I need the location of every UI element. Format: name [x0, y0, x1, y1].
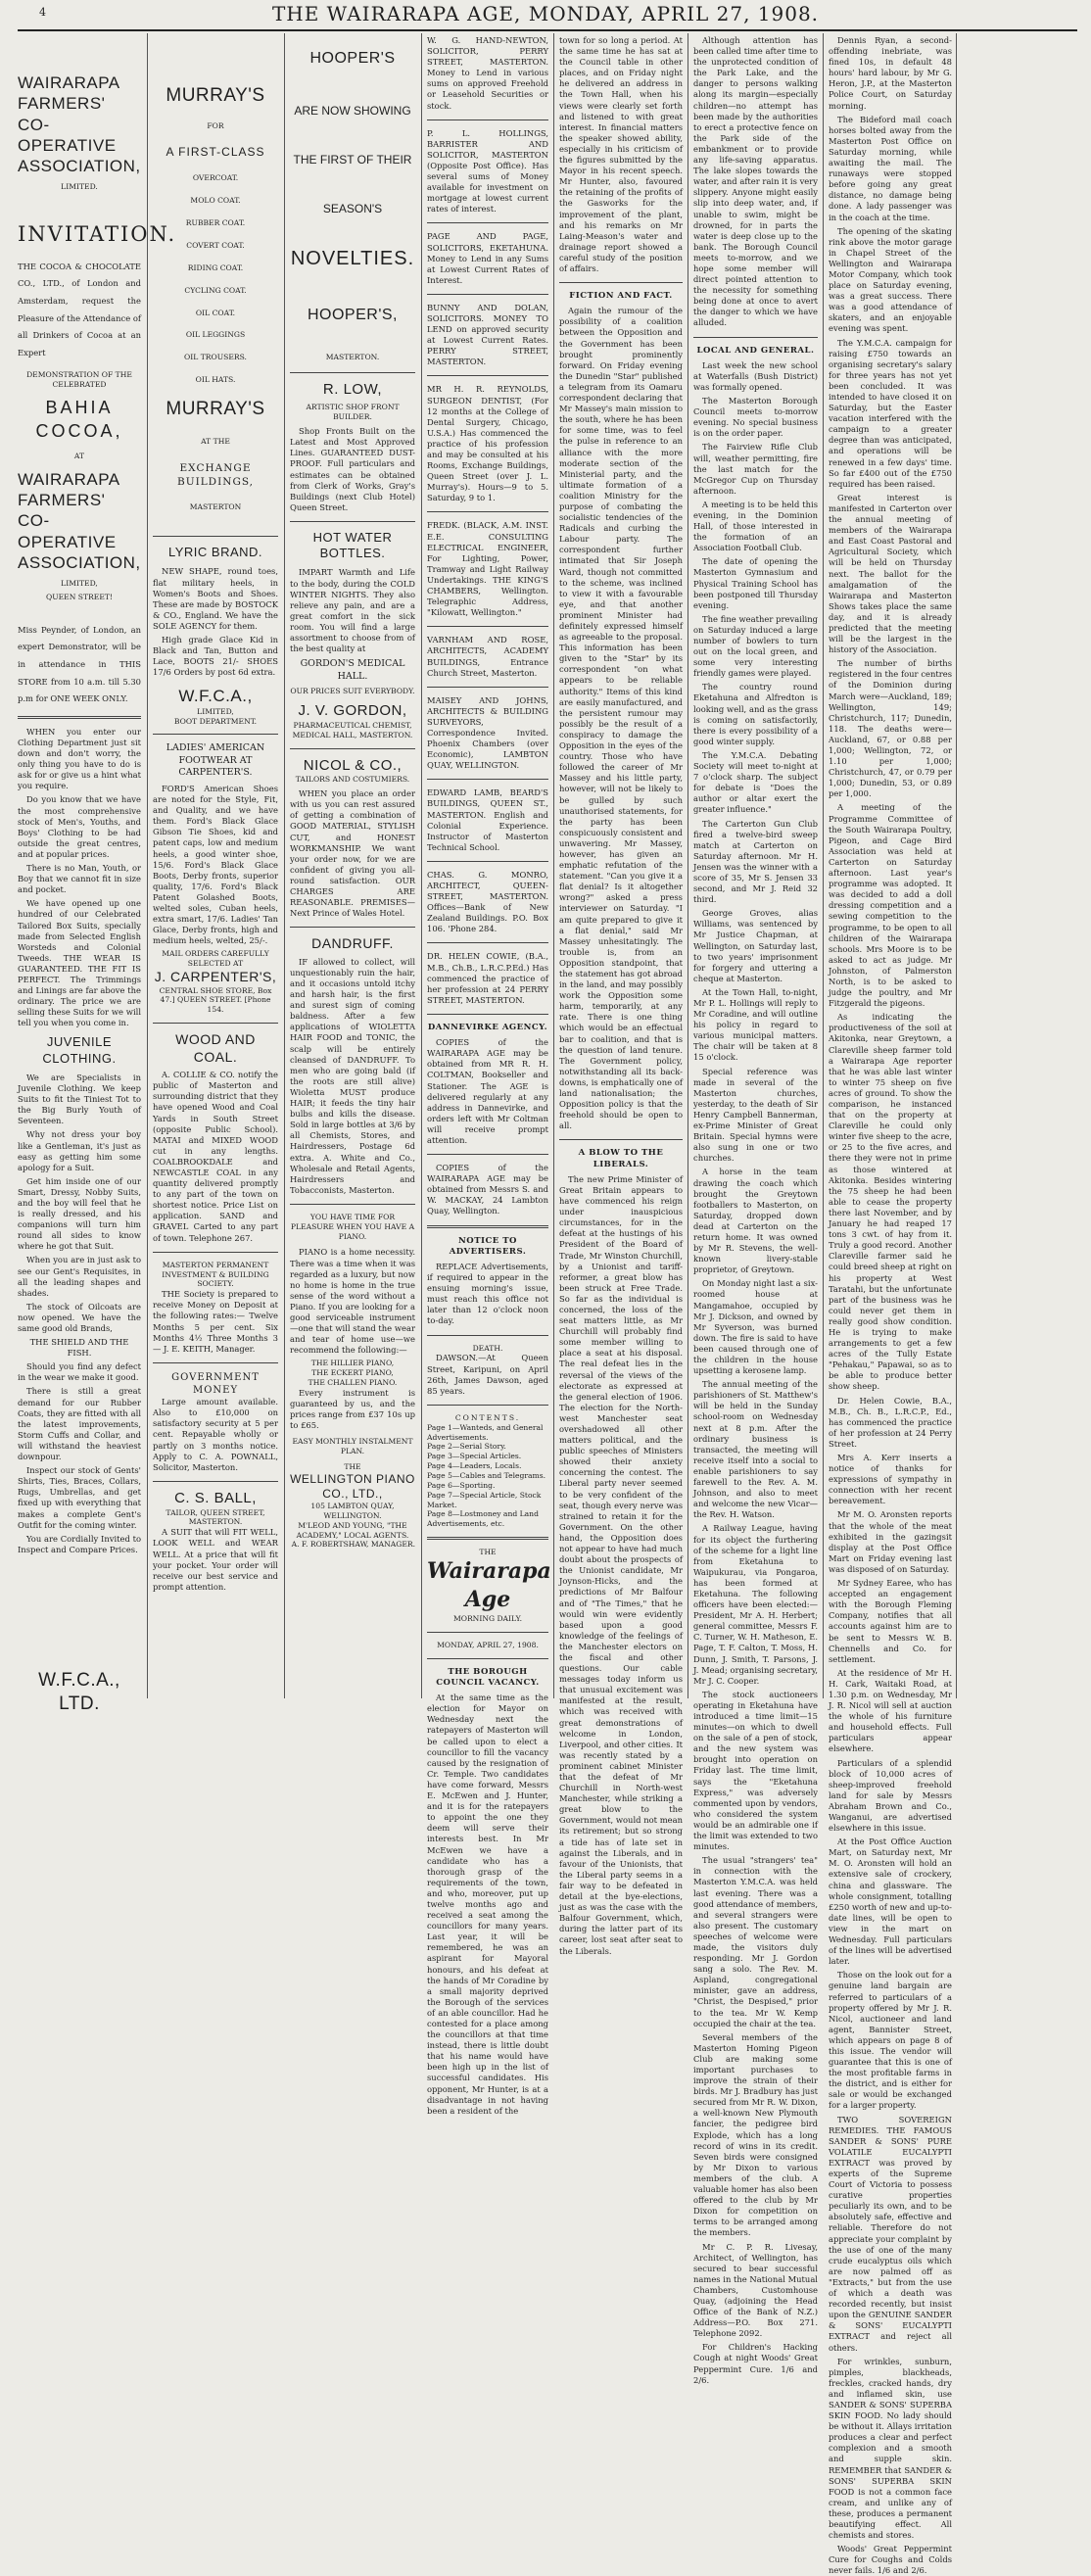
divider [427, 1537, 548, 1540]
divider [290, 521, 415, 522]
invite-text: You are Cordially Invited to Inspect and Compare Prices. [18, 1533, 141, 1554]
wfca-heading-2: WAIRARAPA FARMERS' CO-OPERATIVE ASSOCIATION, [18, 469, 141, 572]
hoopers-heading: HOOPER'S [309, 50, 396, 67]
piano-item: THE ECKERT PIANO, [311, 1368, 394, 1378]
masthead-title: THE WAIRARAPA AGE, MONDAY, APRIL 27, 1908. [271, 2, 820, 25]
divider [427, 119, 548, 120]
ball-text: A SUIT that will FIT WELL, LOOK WELL and WEAR WELL. At a price that will fit your pocket. Your order will receive our best service and prompt attention. [153, 1527, 278, 1592]
contents-list [427, 1423, 548, 1529]
piano-item: THE CHALLEN PIANO. [308, 1378, 398, 1388]
local-item: The fine weather prevailing on Saturday induced a large number of bowlers to turn out on the local green, and some very interesting friendly games were played. [693, 613, 818, 679]
local-general-heading: LOCAL AND GENERAL. [696, 345, 815, 356]
column-1 [18, 35, 177, 1698]
lyric-text: NEW SHAPE, round toes, flat military heels, in Women's Boots and Shoes. These are made by BOSTOCK & CO., England. We have the SOLE AGENCY for them. [153, 566, 278, 631]
divider [559, 1139, 683, 1140]
contents-item: Page 5—Cables and Telegrams. [427, 1470, 546, 1480]
paper-the: THE [479, 1548, 497, 1557]
contents-item: Page 3—Special Articles. [427, 1452, 522, 1461]
divider [693, 337, 818, 338]
at-the: AT THE [201, 436, 230, 446]
blow-text: The new Prime Minister of Great Britain appears to have commenced his reign under inauspicious circumstances, for in the defeat at the hustings of his President of the Board of Trade, Mr Winston Churchill, by a Unionist and tariff-reformer, a great blow has been struck at Free Trade. So far as the individual is concerned, the loss of the seat matters little, as Mr Churchill will probably find some member willing to place a seat at his disposal. The real defeat lies in the reversal of the views of the electorate as expressed at the general election of 1906. The election for the North-west Manchester seat overshadowed all other matters political, and the public speeches of Ministers showed their anxiety concerning the contest. The Liberal party never seemed to be very confident of the seat, though every nerve was strained to retain it for the Government. On the other hand, the Opposition does not appear to have had much doubt about the prospects of the Unionist candidate, Mr Joynson-Hicks, and the predictions of Mr Balfour and of "The Times," that he would win were evidently based upon a good knowledge of the feelings of the Manchester electors on the fiscal and other questions. Our cable messages today inform us that unusual excitement was manifested at the result, which was received with great demonstrations of welcome in London, Liverpool, and other cities. It was recently stated by a prominent cabinet Minister that the defeat of Mr Churchill in North-west Manchester, while striking a great blow to the Government, would not mean its retirement; but so strong a tide has of late set in against the Liberals, and in favour of the Unionists, that the Liberal party seems in a fair way to be defeated in detail at the bye-elections, just as was the case with the Balfour Government, which, during the latter part of its career, lost seat after seat to the Liberals. [559, 1173, 683, 1956]
ladies-footwear: LADIES' AMERICAN FOOTWEAR AT CARPENTER'S. [166, 742, 265, 779]
professional-cards [427, 35, 548, 1015]
guarantee-text: Every instrument is guaranteed by us, and the prices range from £37 10s up to £65. [290, 1387, 415, 1431]
local-item: Several members of the Masterton Homing Pigeon Club are making some important purchases to improve the strain of their birds. Mr J. Bradbury has just secured from Mr R. W. Dixon, a well-known New Plymouth fancier, the pedigree bird Explode, which has a long record of wins in its credit. Seven birds were consigned by Mr Dixon to various members of the club. A valuable homer has also been offered to the club by Mr Dixon for competition on terms to be arranged among the members. [693, 2031, 818, 2238]
coat-item: OVERCOAT. [192, 173, 239, 183]
divider [427, 511, 548, 512]
local-item: The Y.M.C.A. campaign for raising £750 towards an organising secretary's salary for three years has not yet been concluded. It was intended to have closed it on Saturday, but the Easter vacation interfered with the campaign to a greater degree than was anticipated, and operations will be renewed in a few days' time. So far £400 out of the £750 required has been raised. [829, 337, 952, 489]
first-text: THE FIRST OF THEIR [293, 152, 412, 167]
dannevirke-text: COPIES of the WAIRARAPA AGE may be obtained from MR R. H. COLTMAN, Bookseller and Stationer. The AGE is delivered regularly at any address in Dannevirke, and orders left with Mr Coltman will receive prompt attention. [427, 1037, 548, 1145]
local-item: On Monday night last a six-roomed house at Mangamahoe, occupied by Mr J. Dickson, and owned by Mr Syverson, was burned down. The fire is said to have been caused through one of the children in the house upsetting a kerosene lamp. [693, 1278, 818, 1376]
lyric-prices: High grade Glace Kid in Black and Tan, Button and Lace, BOOTS 21/- SHOES 17/6 Orders by post 6d extra. [153, 635, 278, 678]
divider [427, 294, 548, 295]
professional-card: VARNHAM AND ROSE, ARCHITECTS, ACADEMY BUILDINGS, Entrance Church Street, Masterton. [427, 635, 548, 678]
piano-list [290, 1359, 415, 1388]
professional-card: FREDK. (BLACK, A.M. INST. E.E. CONSULTING ELECTRICAL ENGINEER, For Lighting, Power, Tramway and Light Railway Undertakings. THE KING'S CHAMBERS, Wellington. Telegraphic Address, "Kilowatt, Wellington." [427, 520, 548, 618]
column-6 [693, 35, 818, 2385]
clothing-text: WHEN you enter our Clothing Department just sit down and don't worry, the only thing you have to do is ask for or give us a hint what you require. [18, 726, 141, 791]
local-item: The country round Eketahuna and Alfredton is looking well, and as the grass is coming on satisfactorily, there is every possibility of a good winter supply. [693, 682, 818, 746]
piano-text: PIANO is a home necessity. There was a time when it was regarded as a luxury, but now no home is home in the true sense of the word without a Piano. If you are looking for a good serviceable instrument—one that will stand the wear and tear of home use—we recommend the following:— [290, 1247, 415, 1356]
local-item: Last week the new school at Waterfalls (Bush District) was formally opened. [693, 359, 818, 392]
divider [427, 779, 548, 780]
local-item: George Groves, alias Williams, was sentenced by Mr Justice Chapman, at Wellington, on Saturday last, to two years' imprisonment for forgery and uttering a cheque at Masterton. [693, 908, 818, 983]
divider [153, 536, 278, 537]
divider [427, 942, 548, 943]
nicol-heading: NICOL & CO., [303, 756, 403, 774]
paper-name: Wairarapa Age [427, 1557, 551, 1612]
chemist-text: PHARMACEUTICAL CHEMIST, MEDICAL HALL, MASTERTON. [292, 720, 413, 739]
local-item: Woods' Great Peppermint Cure for Coughs and Colds never fails. 1/6 and 2/6. [829, 2544, 952, 2576]
coat-list [153, 173, 278, 385]
wellington-piano: WELLINGTON PIANO CO., LTD., [290, 1471, 415, 1501]
manager-text: A. F. ROBERTSHAW, MANAGER. [291, 1540, 415, 1550]
coat-item: OIL COAT. [195, 308, 236, 317]
column-rule [421, 33, 422, 1698]
local-item: For Children's Hacking Cough at night Woods' Great Peppermint Cure. 1/6 and 2/6. [693, 2342, 818, 2385]
divider [427, 1632, 548, 1633]
divider [427, 687, 548, 688]
wfca-footer: W.F.C.A., LTD. [38, 1670, 120, 1714]
vacancy-continued: town for so long a period. At the same time he has sat at the Council table in other places, and on Friday night he delivered an address in the Town Hall, when his views were clearly set forth and listened to with great interest. In financial matters the speaker showed ability, especially in his criticism of the figures submitted by the Mayor in his recent speech. Mr Hunter, also, favoured the retaining of the profits of the Gasworks for the improvement of the plant, and his remarks on Mr Laing-Meason's water and drainage report showed a careful study of the position of affairs. [559, 35, 683, 273]
divider [427, 1154, 548, 1155]
column-rule [956, 33, 957, 1698]
contents-item: Page 8—Lostmoney and Land Advertisements, etc. [427, 1509, 539, 1529]
clothing-text: There is no Man, Youth, or Boy that we cannot fit in size and pocket. [18, 863, 141, 895]
clothing-text: Do you know that we have the most comprehensive stock of Men's, Youths, and Boys' Clothing to be had outside the great centres, and at popular prices. [18, 794, 141, 859]
rlow-text: Shop Fronts Built on the Latest and Most Approved Lines. GUARANTEED DUST-PROOF. Full particulars and estimates can be obtained from Clerk of Works, Gray's Buildings (next Club Hotel) Queen Street. [290, 426, 415, 512]
divider [153, 1023, 278, 1024]
oilcoat-text: The stock of Oilcoats are now opened. We have the same good old Brands, [18, 1301, 141, 1334]
local-item: Mr C. P. R. Livesay, Architect, of Wellington, has secured to bear successful names in the National Mutual Chambers, Customhouse Quay, (adjoining the Head Office of the Bank of N.Z.) Address—P.O. Box 271. Telephone 2092. [693, 2241, 818, 2339]
hoopers-masterton: MASTERTON. [325, 352, 380, 361]
local-item: The Fairview Rifle Club will, weather permitting, fire the last match for the McGregor Cup on Thursday afternoon. [693, 442, 818, 496]
dandruff-heading: DANDRUFF. [311, 935, 394, 952]
column-7 [829, 35, 952, 2576]
demonstrator-text: Miss Peynder, of London, an expert Demonstrator, will be in attendance in THIS STORE from 10 a.m. till 5.30 p.m for ONE WEEK ONLY. [18, 624, 141, 704]
wfca-boot-limited: LIMITED, [197, 706, 234, 716]
local-item: At the Town Hall, to-night, Mr P. L. Hollings will reply to Mr Coradine, and will outline his policy in regard to various municipal matters. The chair will be taken at 8 15 o'clock. [693, 986, 818, 1063]
local-item: Special reference was made in several of the Masterton churches, yesterday, to the death of Sir Henry Campbell Bannerman, ex-Prime Minister of Great Britain. Special hymns were also sung in one or two churches. [693, 1066, 818, 1164]
divider [18, 716, 141, 719]
top-rule [18, 29, 1077, 31]
government-money: GOVERNMENT MONEY [171, 1371, 260, 1396]
hotwater-text: IMPART Warmth and Life to the body, during the COLD WINTER NIGHTS. They also relieve any pain, and are a great comfort in the sick room. You will find a large assortment to choose from of the best quality at [290, 567, 415, 654]
paper-sub: MORNING DAILY. [452, 1614, 523, 1624]
pleasure-heading: YOU HAVE TIME FOR PLEASURE WHEN YOU HAVE A PIANO. [290, 1212, 415, 1241]
mleod-young: M'LEOD AND YOUNG, "THE ACADEMY," LOCAL AGENTS. [296, 1520, 409, 1540]
professional-card: W. G. HAND-NEWTON, SOLICITOR, PERRY STREET, MASTERTON. Money to Lend in various sums on approved Freehold or Leasehold Securities or stock. [427, 35, 548, 111]
juvenile-text: Get him inside one of our Smart, Dressy, Nobby Suits, and the boy will feel that he is really dressed, and his companions will turn him round all sides to know where he got that Suit. [18, 1175, 141, 1252]
contents-item: Page 4—Leaders, Locals. [427, 1461, 522, 1471]
local-item: Dennis Ryan, a second-offending inebriate, was fined 10s, in default 48 hours' hard labour, by Mr G. Heron, J.P., at the Masterton Police Court, on Saturday morning. [829, 35, 952, 111]
local-item: A meeting of the Programme Committee of the South Wairarapa Poultry, Pigeon, and Cage Bird Association was held at Carterton on Saturday afternoon. Last year's programme was adopted. It was decided to add a doll dressing competition and a sewing competition to the programme, to be open to all children of the Wairarapa schools. Mrs Moore is to be asked to act as judge. Mr Johnston, of Palmerston North, is to be asked to judge the poultry, and Mr Fitzgerald the pigeons. [829, 802, 952, 1009]
coat-item: MOLO COAT. [190, 196, 241, 206]
mail-orders: MAIL ORDERS CAREFULLY SELECTED AT [162, 949, 269, 969]
local-items-continued [829, 35, 952, 2576]
local-item: The date of opening the Masterton Gymnasium and Physical Training School has been postponed till Thursday evening. [693, 556, 818, 610]
juvenile-heading: JUVENILE CLOTHING. [42, 1034, 117, 1066]
local-item: A Railway League, having for its object the furthering of the scheme for a light line from Eketahuna to Waipukurau, via Pongaroa, has been formed at Eketahuna. The following officers have been elected:—President, Mr A. H. Herbert; general committee, Messrs F. C. Turner, W. H. Matheson, E. Page, T. F. Calton, T. Moss, H. Dunn, J. Smith, T. Parsons, J. J. Mead; organising secretary, Mr J. C. Cooper. [693, 1523, 818, 1686]
divider [290, 927, 415, 928]
shield-fish: THE SHIELD AND THE FISH. [29, 1337, 129, 1359]
local-item: The annual meeting of the parishioners of St. Matthew's will be held in the Sunday school-room on Wednesday next at 8 p.m. After the ordinary business is transacted, the meeting will receive itself into a social to enable parishioners to say farewell to the Rev. A. M. Johnson, and also to meet and welcome the new Vicar—the Rev. H. Watson. [693, 1379, 818, 1520]
coat-item: CYCLING COAT. [184, 285, 247, 295]
professional-card: DR. HELEN COWIE, (B.A., M.B., Ch.B., L.R.C.P.Ed.) Has commenced the practice of her profession at 24 PERRY STREET, MASTERTON. [427, 951, 548, 1005]
juvenile-text: Why not dress your boy like a Gentleman, it's just as easy as getting him some apology for a Suit. [18, 1129, 141, 1172]
margin-strip [962, 35, 1077, 1698]
divider [427, 626, 548, 627]
nicol-sub: TAILORS AND COSTUMIERS. [295, 775, 410, 785]
government-text: Large amount available. Also to £10,000 on satisfactory security at 5 per cent. Repayable wholly or partly on 3 months notice. Apply to C. A. POWNALL, Solicitor, Masterton. [153, 1397, 278, 1472]
local-item: The Y.M.C.A. Debating Society will meet to-night at 7 o'clock sharp. The subject for debate is "Does the author or altar exert the greater influence." [693, 749, 818, 815]
local-item: Those on the look out for a genuine land bargain are referred to particulars of a property offered by Mr J. R. Nicol, auctioneer and land agent, Bannister Street, which appears on page 8 of this issue. The vendor will guarantee that this is one of the most profitable farms in the district, and is either for sale or would be exchanged for a larger property. [829, 1970, 952, 2111]
local-item: At the residence of Mr H. H. Cark, Waitaki Road, at 1.30 p.m. on Wednesday, Mr J. R. Nicol will sell at auction the whole of his furniture and household effects. Full particulars appear elsewhere. [829, 1667, 952, 1754]
divider [427, 1658, 548, 1659]
page-number: 4 [39, 6, 46, 19]
copies-text: COPIES of the WAIRARAPA AGE may be obtained from Messrs S. and W. MACKAY, 24 Lambton Quay, Wellington. [427, 1163, 548, 1216]
local-item: Great interest is manifested in Carterton over the annual meeting of members of the Wairarapa and East Coast Pastoral and Agricultural Society, which will be held on Thursday next. The ballot for the amalgamation of the Wairarapa and Masterton Shows takes place the same day, and it is already predicted that the meeting will be the largest in the history of the Association. [829, 492, 952, 655]
jv-gordon: J. V. GORDON, [298, 702, 407, 720]
masterton-text: MASTERTON [189, 502, 242, 512]
local-item: The usual "strangers' tea" in connection with the Masterton Y.M.C.A. was held last evening. There was a good attendance of members, and several strangers were also present. The customary speeches of welcome were made, the visitors duly responding. Mr J. Gordon sang a solo. The Rev. M. Aspland, congregational minister, gave an address, "Christ, the Despised," prior to the tea. Mr W. Kemp occupied the chair at the tea. [693, 1855, 818, 2028]
contents-item: Page 7—Special Article, Stock Market. [427, 1490, 542, 1509]
wfca-heading: WAIRARAPA FARMERS' CO-OPERATIVE ASSOCIATION, [18, 73, 141, 175]
vacancy-text: At the same time as the election for Mayor on Wednesday next the ratepayers of Masterton will be called upon to elect a councillor to fill the vacancy caused by the resignation of Cr. Temple. Two candidates have come forward, Messrs E. McEwen and J. Hunter, and it is for the ratepayers to appoint the one they deem will serve their interests best. In Mr McEwen we have a candidate who has a thorough grasp of the requirements of the town, and who, moreover, put up twelve months ago and received a seat among the councillors for many years. Last year, it will be remembered, he was an aspirant for Mayoral honours, and his defeat at the hands of Mr Coradine by a small majority deprived the Borough of the services of an able councillor. Had he contested for a place among the councillors at that time instead, there is little doubt that his name would have been high up in the list of successful candidates. His opponent, Mr Hunter, is at a disadvantage in not having been a resident of the [427, 1693, 548, 2116]
juvenile-text: We are Specialists in Juvenile Clothing. We keep Suits to fit the Tiniest Tot to the Big Burly Youth of Seventeen. [18, 1072, 141, 1126]
nicol-text: WHEN you place an order with us you can rest assured of getting a combination of GOOD MATERIAL, STYLISH CUT, and HONEST WORKMANSHIP. We want your order now, for we are confident of giving you all-round satisfaction. OUR CHARGES ARE REASONABLE. PREMISES—Next Prince of Wales Hotel. [290, 788, 415, 919]
local-items [693, 360, 818, 2386]
hotwater-heading: HOT WATER BOTTLES. [312, 529, 393, 561]
coat-item: OIL HATS. [195, 375, 236, 385]
local-item: A horse in the team drawing the coach which brought the Greytown footballers to Masterton, on Saturday, dropped down dead at Carterton on the return home. It was owned by Mr R. Stevens, the well-known livery-stable proprietor, of Greytown. [693, 1167, 818, 1275]
wood-text: A. COLLIE & CO. notify the public of Masterton and surrounding district that they have opened Wood and Coal Yards in South Street (opposite Public School). MATAI and MIXED WOOD cut in any lengths. COALBROOKDALE and NEWCASTLE COAL in any quantity delivered promptly to any part of the town on shortest notice. Price List on application. SAND and GRAVEL Carted to any part of town. Telephone 267. [153, 1070, 278, 1243]
ball-sub: TAILOR, QUEEN STREET, MASTERTON. [166, 1507, 265, 1527]
coat-item: COVERT COAT. [186, 241, 245, 251]
wfca-boot: W.F.C.A., [178, 687, 253, 706]
local-item: Mr M. O. Aronsten reports that the whole of the meat exhibited in the gazingsit display at the Post Office Mart on Friday evening last was disposed of on Saturday. [829, 1509, 952, 1574]
blow-heading: A BLOW TO THE LIBERALS. [578, 1148, 664, 1169]
oilcoat-text: Should you find any defect in the wear we make it good. [18, 1361, 141, 1383]
shirts-text: Inspect our stock of Gents' Shirts, Ties, Braces, Collars, Rugs, Umbrellas, and get fixed up with everything that makes a complete Gent's Outfit for the coming winter. [18, 1465, 141, 1530]
divider [290, 372, 415, 373]
column-rule [147, 33, 148, 1698]
contents-item: Page 6—Sporting. [427, 1480, 496, 1490]
professional-card: MAISEY AND JOHNS, ARCHITECTS & BUILDING SURVEYORS, Correspondence Invited. Phoenix Chambers (over Economic), LAMBTON QUAY, WELLINGTON. [427, 694, 548, 771]
divider [153, 1362, 278, 1363]
at-text: AT [73, 451, 85, 460]
murrays-heading-2: MURRAY'S [166, 399, 265, 420]
death-text: DAWSON.—At Queen Street, Karipuni, on April 26th, James Dawson, aged 85 years. [427, 1353, 548, 1396]
professional-card: BUNNY AND DOLAN, SOLICITORS. MONEY TO LEND on approved security at Lowest Current Rates. PERRY STREET, MASTERTON. [427, 302, 548, 367]
the-text: THE [344, 1462, 361, 1472]
professional-card: CHAS. G. MONRO, ARCHITECT, QUEEN-STREET, MASTERTON. Offices—Bank of New Zealand Buildings. P.O. Box 106. 'Phone 284. [427, 869, 548, 934]
vacancy-heading: THE BOROUGH COUNCIL VACANCY. [436, 1666, 540, 1688]
local-item: At the Post Office Auction Mart, on Saturday next, Mr M. O. Aronsten will hold an extensive sale of crockery, china and glassware. The whole consignment, totalling £250 worth of new and up-to-date lines, will be open to view in the mart on Wednesday. Full particulars of the lines will be advertised later. [829, 1837, 952, 1967]
divider [559, 282, 683, 283]
professional-card: PAGE AND PAGE, SOLICITORS, EKETAHUNA. Money to Lend in any Sums at Lowest Current Rates of Interest. [427, 231, 548, 285]
divider [290, 1204, 415, 1205]
gordons-hall: GORDON'S MEDICAL HALL. [300, 658, 405, 682]
professional-card: MR H. R. REYNOLDS, SURGEON DENTIST, (For 12 months at the College of Dental Surgery, Chicago, U.S.A.) Has commenced the practice of his profession and may be consulted at his Rooms, Exchange Buildings, Queen Street (over J. L. Murray's). Hours—9 to 5. Saturday, 9 to 1. [427, 384, 548, 503]
society-text: THE Society is prepared to receive Money on Deposit at the following rates:— Twelve Months 5 per cent. Six Months 4½ Three Months 3 — J. E. KEITH, Manager. [153, 1289, 278, 1354]
novelties-heading: NOVELTIES. [290, 248, 415, 270]
contents-item: Page 1—Wanteds, and General Advertisements. [427, 1422, 544, 1442]
invitation-heading: INVITATION. [18, 222, 177, 247]
contents-heading: CONTENTS. [454, 1412, 521, 1422]
column-4 [427, 35, 551, 2116]
carpenters: J. CARPENTER'S, [154, 969, 277, 985]
coat-item: OIL TROUSERS. [184, 353, 247, 362]
for-text: FOR [207, 120, 224, 130]
clothing-text: We have opened up one hundred of our Celebrated Tailored Box Suits, specially made from Selected English Worsteds and Colonial Tweeds. THE WEAR IS GUARANTEED. THE FIT IS PERFECT. The Trimmings and Linings are far above the ordinary. The price we are selling these Suits for we will tell you when you come in. [18, 898, 141, 1028]
society-heading: MASTERTON PERMANENT INVESTMENT & BUILDING SOCIETY. [162, 1260, 269, 1289]
paper-date: MONDAY, APRIL 27, 1908. [437, 1640, 539, 1649]
column-rule [284, 33, 285, 1698]
juvenile-text: When you are in just ask to see our Gent's Requisites, in all the leading shapes and shades. [18, 1255, 141, 1298]
shoe-store: CENTRAL SHOE STORE, Box 47.] QUEEN STREET. [Phone 154. [159, 985, 272, 1015]
carpenter-text: FORD'S American Shoes are noted for the Style, Fit, and Quality, and we have them. Ford's Black Glace Gibson Tie Shoes, kid and patent caps, low and medium heels, a good winter shoe, 15/6. Ford's Black Glace Boots, Derby fronts, superior quality, 17/6. Ford's Black Patent Golashed Boots, welted soles, Cuban heels, extra smart, 17/6. Ladies' Tan Glace, Derby fronts, high and medium heels, welted, 25/-. [153, 783, 278, 946]
rlow-heading: R. LOW, [322, 380, 383, 398]
wfca-limited: LIMITED. [61, 182, 98, 192]
rubber-text: There is still a great demand for our Rubber Coats, they are fitted with all the latest improvements, Storm Cuffs and Collar, and will withstand the heaviest downpour. [18, 1386, 141, 1462]
divider [427, 861, 548, 862]
local-item: Mrs A. Kerr inserts a notice of thanks for expressions of sympathy in connection with her recent bereavement. [829, 1453, 952, 1506]
divider [427, 222, 548, 223]
boot-dept: BOOT DEPARTMENT. [173, 716, 258, 726]
rlow-sub: ARTISTIC SHOP FRONT BUILDER. [306, 403, 400, 422]
bahia-cocoa: BAHIA COCOA, [35, 398, 123, 442]
divider [153, 1481, 278, 1482]
first-class: A FIRST-CLASS [166, 144, 265, 159]
death-heading: DEATH. [472, 1343, 503, 1353]
column-5 [559, 35, 683, 1956]
park-lake-text: Although attention has been called time after time to the unprotected condition of the Park Lake, and the danger to persons walking along its margin—especially children—no attempt has been made by the authorities to erect a protective fence on the Park side of the embankment or to provide any life-saving apparatus. The lake slopes towards the water, and after rain it is very slippery. Anyone might easily slip into deep water, and, if unable to swim, might be drowned, for in parts the water is deep close up to the bank. The Borough Council meets to-morrow, and we hope some member will direct pointed attention to the necessity for something being done at once to avert the danger to which we have alluded. [693, 35, 818, 328]
prices-suit: OUR PRICES SUIT EVERYBODY. [290, 687, 415, 696]
wood-coal: WOOD AND COAL. [175, 1031, 256, 1065]
queen-street: QUEEN STREET! [46, 592, 113, 601]
easy-plan: EASY MONTHLY INSTALMENT PLAN. [292, 1437, 413, 1456]
professional-card: EDWARD LAMB, BEARD'S BUILDINGS, QUEEN ST., MASTERTON. English and Colonial Experience. Instructor of Masterton Technical School. [427, 787, 548, 852]
divider [153, 734, 278, 735]
coat-item: RIDING COAT. [187, 262, 244, 272]
divider [427, 375, 548, 376]
column-2 [153, 35, 278, 1698]
fiction-text: Again the rumour of the possibility of a coalition between the Opposition and the Government has been brought prominently forward. On Friday evening the Dunedin "Star" published a telegram from its Oamaru correspondent declaring that Mr Massey's main mission to the south, where he has been for some time, was to feel the pulse in reference to an alliance with the more moderate section of the Ministerial party, and the ultimate formation of a coalition Ministry for the purpose of combating the socialistic tendencies of the Radicals and curbing the Labour party. The correspondent further intimated that Sir Joseph Ward, though not committed to the scheme, was inclined to view it with a favourable eye, and that another prominent Minister had definitely expressed himself as agreeable to the proposal. This information has been given to the "Star" by its correspondent "on what appears to be reliable authority." Items of this kind are easily manufactured, and the persistent rumour may possibly be the result of a conspiracy to damage the Opposition in the eyes of the country. Those who have followed the career of Mr Massey and his little party, however, will not be likely to be gulled by such unauthorised statements, for the party has been conspicuously consistent and unwavering. Mr Massey, however, has given an emphatic refutation of the statement. "Can you give it a flat denial? Is it altogether wrong?" asked a press interviewer on Saturday. "I am quite prepared to give it a flat denial," said Mr Massey unhesitatingly. The trouble is, from an Opposition standpoint, that the statement has got abroad in the land, and may possibly work the Opposition some harm, temporarily, at any rate. There is one thing which would be an effectual bar to coalition, and that is the question of land tenure. The Government policy, notwithstanding all its back-downs, is emphatically one of land nationalisation; the Opposition policy is that the freehold should be open to all. [559, 306, 683, 1131]
notice-text: REPLACE Advertisements, if required to appear in the ensuing morning's issue, must reach this office not later than 12 o'clock noon to-day. [427, 1262, 548, 1326]
lyric-brand: LYRIC BRAND. [167, 545, 263, 560]
fiction-heading: FICTION AND FACT. [569, 291, 673, 302]
demo-text: DEMONSTRATION OF THE CELEBRATED [26, 369, 132, 389]
notice-heading: NOTICE TO ADVERTISERS. [449, 1235, 527, 1257]
local-item: A meeting is to be held this evening, in the Dominion Hall, of those interested in the formation of an Association Football Club. [693, 499, 818, 553]
dandruff-text: IF allowed to collect, will unquestionably ruin the hair, and it occasions untold itchy and harsh hair, is the first and surest sign of coming baldness. After a few applications of WIOLETTA HAIR FOOD and TONIC, the scalp will be entirely cleansed of DANDRUFF. To men who are going bald (if the roots are still alive) Wioletta MUST produce HAIR; it feeds the tiny hair bulbs and kills the disease. Sold in large bottles at 3/6 by all Chemists, Stores, and Hairdressers, Postage 6d extra. A. White and Co., Wholesale and Retail Agents, Hairdressers and Tobacconists, Masterton. [290, 956, 415, 1195]
seasons-text: SEASON'S [322, 201, 383, 215]
hoopers-heading-2: HOOPER'S, [307, 306, 398, 323]
murrays-heading: MURRAY'S [166, 85, 265, 106]
coat-item: RUBBER COAT. [185, 218, 246, 228]
divider [427, 1335, 548, 1336]
contents-item: Page 2—Serial Story. [427, 1442, 506, 1452]
local-item: Dr. Helen Cowie, B.A., M.B., Ch. B., L.R.C.P., Ed., has commenced the practice of her profession at 24 Perry Street. [829, 1395, 952, 1449]
cocoa-text: THE COCOA & CHOCOLATE CO., LTD., of London and Amsterdam, request the Pleasure of the Attendance of all Drinkers of Cocoa at an Expert [18, 261, 141, 358]
professional-card: P. L. HOLLINGS, BARRISTER AND SOLICITOR, MASTERTON (Opposite Post Office). Has several sums of Money available for investment on mortgage at lowest current rates of interest. [427, 127, 548, 215]
local-item: The Bideford mail coach horses bolted away from the Masterton Post Office on Saturday morning, while awaiting the mail. The runaways were stopped before going any great distance, no damage being done. A lady passenger was in the coach at the time. [829, 114, 952, 222]
column-rule [553, 33, 554, 1698]
local-item: The stock auctioneers operating in Eketahuna have introduced a time limit—15 minutes—on which to dwell on the sale of a pen of stock, and the new system was brought into operation on Friday last. The time limit, says the "Eketahuna Express," was adversely commented upon by vendors, who considered the system would be an admirable one if the limit was extended to two minutes. [693, 1689, 818, 1852]
local-item: For wrinkles, sunburn, pimples, blackheads, freckles, cracked hands, dry and inflamed skin, use SANDER & SONS' SUPERBA SKIN FOOD. No lady should be without it. Allays irritation produces a clear and perfect complexion and a smooth and supple skin. REMEMBER that SANDER & SONS' SUPERBA SKIN FOOD is not a common face cream, and unlike any of these, produces a permanent beautifying effect. All chemists and stores. [829, 2356, 952, 2541]
divider [427, 1405, 548, 1406]
showing-text: ARE NOW SHOWING [294, 104, 411, 118]
local-item: As indicating the productiveness of the soil at Akitonka, near Greytown, a Clareville sheep farmer told a Wairarapa Age reporter that he was able last winter to winter 75 sheep on five acres of ground. To show the comparison, he instanced that on the property at Clareville he could only winter five sheep to the acre, or 25 to the five acres, and there they were not in prime as those wintered at Akitonka. Besides wintering the 75 sheep he had been able to cease the property there last November, and by January he had reaped 17 tons 3 cwt. of hay from it. Truly a good record. Another Clareville farmer said he could breed sheep at right on his property at West Taratahi, but the unfortunate part of the business was he could never get them in really good show condition. He is trying to make arrangements to get a few acres of the Tully Estate "Pehakau," Papawai, so as to be able to produce better show sheep. [829, 1012, 952, 1392]
divider [427, 1014, 548, 1015]
divider [290, 748, 415, 749]
divider [427, 1225, 548, 1228]
piano-item: THE HILLIER PIANO, [310, 1359, 395, 1368]
local-item: The number of births registered in the four centres of the Dominion during March were—Auckland, 189; Wellington, 149; Christchurch, 117; Dunedin, 118. The deaths were—Auckland, 67, or 0.88 per 1,000; Wellington, 72, or 1.10 per 1,000; Christchurch, 47, or 0.79 per 1,000; Dunedin, 53, or 0.89 per 1,000. [829, 658, 952, 799]
cs-ball: C. S. BALL, [174, 1489, 257, 1506]
lambton-quay: 105 LAMBTON QUAY, WELLINGTON. [310, 1501, 395, 1520]
coat-item: OIL LEGGINGS [185, 330, 246, 340]
local-item: The Carterton Gun Club fired a twelve-bird sweep match at Carterton on Saturday afternoon. Mr H. Jensen was the winner with a score of 35, Mr S. Jensen 33 second, and Mr J. Reid 32 third. [693, 818, 818, 905]
exchange-buildings: EXCHANGE BUILDINGS, [177, 461, 254, 488]
local-item: The opening of the skating rink above the motor garage in Chapel Street of the Wellington and Wairarapa Motor Company, which took place on Saturday evening, was a great success. There was a good attendance of skaters, and an enjoyable evening was spent. [829, 225, 952, 334]
divider [153, 1252, 278, 1253]
column-rule [823, 33, 824, 1698]
local-item: Mr Sydney Earee, who has accepted an engagement with the Borough Fleming Company, notifies that all accounts against him are to be sent to Messrs W. B. Chennells and Co. for settlement. [829, 1578, 952, 1664]
local-item: Particulars of a splendid block of 10,000 acres of sheep-improved freehold land for sale by Messrs Abraham Brown and Co., Wanganui, are advertised elsewhere in this issue. [829, 1757, 952, 1834]
column-3 [290, 35, 415, 1698]
wfca-limited-2: LIMITED, [61, 579, 98, 588]
local-item: TWO SOVEREIGN REMEDIES. THE FAMOUS SANDER & SONS' PURE VOLATILE EUCALYPTI EXTRACT was proved by experts of the Supreme Court of Victoria to possess curative properties peculiarly its own, and to be absolutely safe, effective and reliable. Therefore do not appreciate your complaint by the use of one of the many crude eucalyptus oils which are now palmed off as "Extracts," but from the use of which a death was recorded recently, but insist upon the GENUINE SANDER & SONS' EUCALYPTI EXTRACT and reject all others. [829, 2114, 952, 2353]
dannevirke-heading: DANNEVIRKE AGENCY. [427, 1022, 548, 1032]
local-item: The Masterton Borough Council meets to-morrow evening. No special business is on the order paper. [693, 396, 818, 439]
